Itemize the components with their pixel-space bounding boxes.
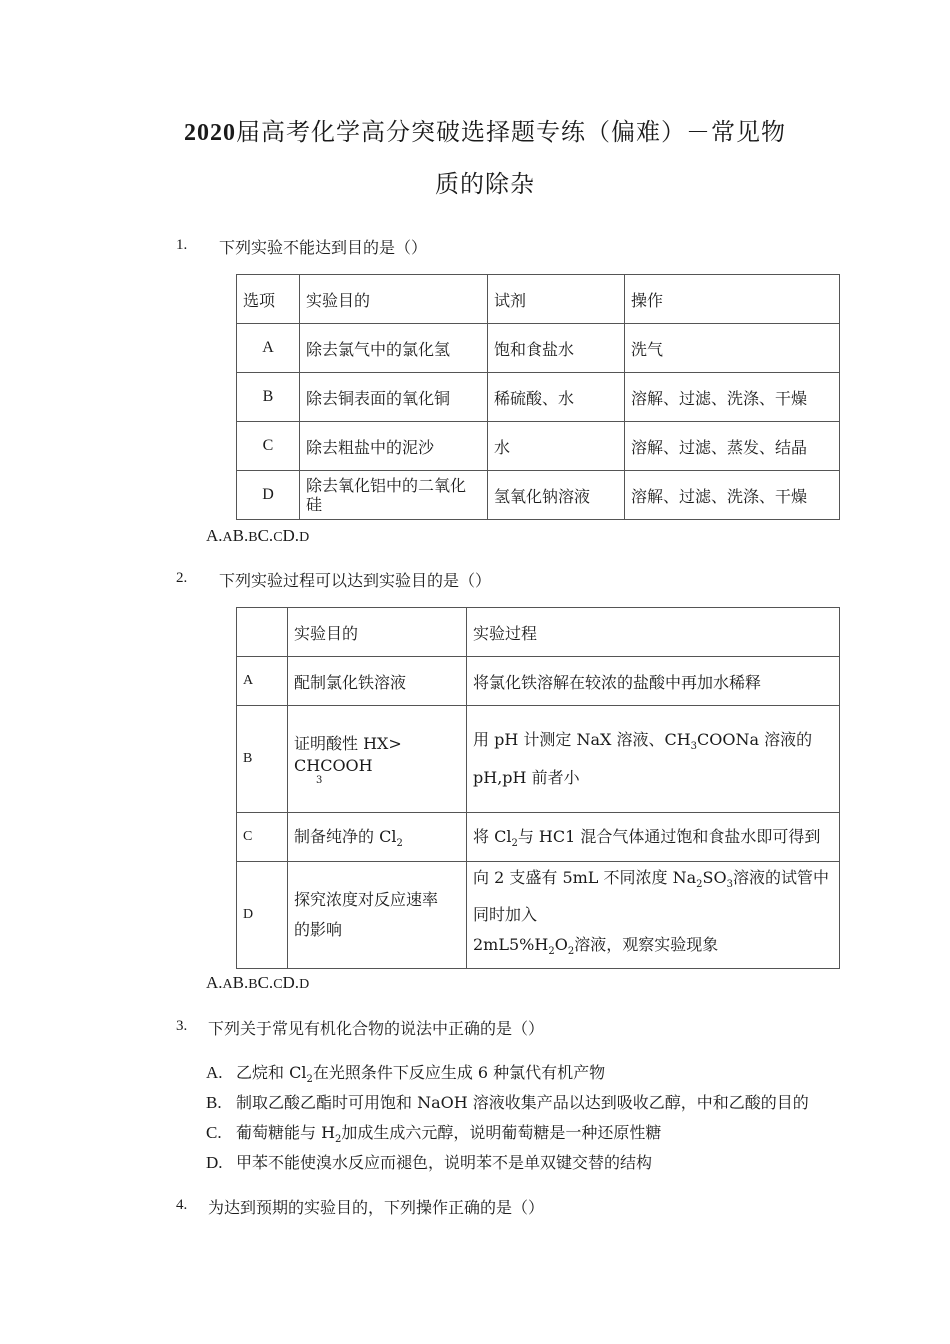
process-text: SO xyxy=(702,867,727,887)
question-1-text: 下列实验不能达到目的是（） xyxy=(219,238,428,257)
question-3-text: 下列关于常见有机化合物的说法中正确的是（） xyxy=(208,1019,545,1038)
question-1-number: 1. xyxy=(176,237,188,253)
table-row xyxy=(237,324,840,373)
process-cell xyxy=(467,813,840,862)
option-label: C. xyxy=(206,1123,222,1142)
option-label-cell: B xyxy=(237,373,300,422)
purpose-subscript: 3 xyxy=(316,775,323,786)
question-3-number: 3. xyxy=(176,1018,188,1034)
option-text: 加成生成六元醇，说明葡萄糖是一种还原性糖 xyxy=(341,1123,662,1142)
purpose-cell xyxy=(288,813,467,862)
process-line xyxy=(473,930,833,967)
process-line: pH,pH 前者小 xyxy=(473,767,580,787)
operation-cell: 溶解、过滤、蒸发、结晶 xyxy=(625,422,840,471)
table-row xyxy=(237,862,840,969)
question-3-option-b xyxy=(206,1090,809,1113)
question-2-choices xyxy=(206,973,309,993)
question-2-table xyxy=(236,607,840,969)
table-row xyxy=(237,657,840,706)
choice-c: C xyxy=(273,977,283,992)
process-line: 同时加入 xyxy=(473,905,538,924)
question-2-text: 下列实验过程可以达到实验目的是（） xyxy=(219,571,492,590)
option-label-cell: D xyxy=(237,862,288,969)
question-2-number: 2. xyxy=(176,570,188,586)
table-row xyxy=(237,471,840,520)
process-cell: 将氯化铁溶解在较浓的盐酸中再加水稀释 xyxy=(467,657,840,706)
table-row xyxy=(237,706,840,813)
choice-b: B xyxy=(248,977,258,992)
header-cell: 试剂 xyxy=(488,275,625,324)
choice-a-label: A. xyxy=(206,526,223,545)
subscript: 2 xyxy=(696,879,703,890)
purpose-cell xyxy=(288,862,467,969)
option-label-cell: A xyxy=(237,324,300,373)
choice-b-label: B. xyxy=(232,526,249,545)
subscript: 2 xyxy=(567,946,575,958)
process-text: 将 Cl xyxy=(473,827,512,847)
header-cell: 实验目的 xyxy=(288,608,467,657)
title-text: 届高考化学高分突破选择题专练（偏难）－常见物 xyxy=(236,118,786,146)
option-text: 甲苯不能使溴水反应而褪色，说明苯不是单双键交替的结构 xyxy=(236,1153,653,1172)
process-line xyxy=(473,863,833,900)
process-text: 2mL5%H xyxy=(473,935,549,954)
choice-d-label: D. xyxy=(282,973,300,992)
choice-d: D xyxy=(299,530,310,545)
table-header-row xyxy=(237,275,840,324)
process-cell xyxy=(467,706,840,813)
table-header-row xyxy=(237,608,840,657)
header-cell xyxy=(237,608,288,657)
purpose-cell: 除去铜表面的氧化铜 xyxy=(300,373,488,422)
purpose-line: 证明酸性 HX> xyxy=(294,734,402,753)
choice-a: A xyxy=(222,530,233,545)
purpose-line: CHCOOH xyxy=(294,756,373,775)
header-cell: 操作 xyxy=(625,275,840,324)
option-text: 制取乙酸乙酯时可用饱和 NaOH 溶液收集产品以达到吸收乙醇，中和乙酸的目的 xyxy=(236,1093,809,1112)
option-label-cell: A xyxy=(237,657,288,706)
title-year: 2020 xyxy=(184,120,236,146)
question-1-choices xyxy=(206,526,309,546)
header-cell: 实验过程 xyxy=(467,608,840,657)
option-label: D. xyxy=(206,1153,223,1172)
reagent-cell: 氢氧化钠溶液 xyxy=(488,471,625,520)
operation-cell: 溶解、过滤、洗涤、干燥 xyxy=(625,373,840,422)
reagent-cell: 水 xyxy=(488,422,625,471)
subscript: 2 xyxy=(396,838,403,850)
subscript: 2 xyxy=(335,1134,342,1146)
subscript: 3 xyxy=(690,741,698,753)
reagent-cell: 饱和食盐水 xyxy=(488,324,625,373)
purpose-cell: 除去粗盐中的泥沙 xyxy=(300,422,488,471)
option-text: 葡萄糖能与 H xyxy=(236,1123,336,1142)
choice-c-label: C. xyxy=(257,973,274,992)
header-cell: 实验目的 xyxy=(300,275,488,324)
process-text: 溶液，观察实验现象 xyxy=(574,935,719,954)
process-text: COONa 溶液的 xyxy=(697,730,813,750)
purpose-text: 制备纯净的 Cl xyxy=(294,827,397,847)
choice-a-label: A. xyxy=(206,973,223,992)
table-row xyxy=(237,813,840,862)
question-4-text: 为达到预期的实验目的，下列操作正确的是（） xyxy=(208,1198,545,1217)
subscript: 2 xyxy=(511,838,518,850)
process-cell xyxy=(467,862,840,969)
choice-b: B xyxy=(248,530,258,545)
option-label-cell: C xyxy=(237,422,300,471)
subscript: 3 xyxy=(726,879,733,890)
document-title-line-1 xyxy=(150,112,820,153)
option-label: B. xyxy=(206,1093,222,1112)
process-text: 与 HC1 混合气体通过饱和食盐水即可得到 xyxy=(517,827,821,847)
option-text: 在光照条件下反应生成 6 种氯代有机产物 xyxy=(312,1063,606,1082)
choice-c-label: C. xyxy=(257,526,274,545)
choice-d: D xyxy=(299,977,310,992)
process-line xyxy=(473,725,833,762)
reagent-cell: 稀硫酸、水 xyxy=(488,373,625,422)
choice-c: C xyxy=(273,530,283,545)
question-3-option-c xyxy=(206,1120,661,1145)
purpose-line: 探究浓度对反应速率 xyxy=(294,890,439,909)
purpose-cell: 除去氧化铝中的二氧化硅 xyxy=(300,471,488,520)
purpose-cell xyxy=(288,706,467,813)
table-row xyxy=(237,373,840,422)
option-label-cell: B xyxy=(237,706,288,813)
process-text: O xyxy=(554,935,568,954)
purpose-cell: 除去氯气中的氯化氢 xyxy=(300,324,488,373)
purpose-line: 的影响 xyxy=(294,920,343,939)
process-text: 溶液的试管中 xyxy=(732,867,829,887)
subscript: 2 xyxy=(548,946,555,958)
choice-a: A xyxy=(222,977,233,992)
operation-cell: 洗气 xyxy=(625,324,840,373)
question-3-option-d xyxy=(206,1150,652,1173)
purpose-cell: 配制氯化铁溶液 xyxy=(288,657,467,706)
subscript: 2 xyxy=(306,1074,313,1086)
process-text: 向 2 支盛有 5mL 不同浓度 Na xyxy=(473,867,697,887)
document-title-line-2: 质的除杂 xyxy=(435,170,535,198)
option-label-cell: D xyxy=(237,471,300,520)
process-text: 用 pH 计测定 NaX 溶液、CH xyxy=(473,730,691,750)
question-3-option-a xyxy=(206,1060,605,1085)
option-text: 乙烷和 Cl xyxy=(236,1063,307,1082)
header-cell: 选项 xyxy=(237,275,300,324)
option-label-cell: C xyxy=(237,813,288,862)
table-row xyxy=(237,422,840,471)
choice-d-label: D. xyxy=(282,526,300,545)
question-4-number: 4. xyxy=(176,1197,188,1213)
question-1-table xyxy=(236,274,840,520)
choice-b-label: B. xyxy=(232,973,249,992)
option-label: A. xyxy=(206,1063,223,1082)
operation-cell: 溶解、过滤、洗涤、干燥 xyxy=(625,471,840,520)
